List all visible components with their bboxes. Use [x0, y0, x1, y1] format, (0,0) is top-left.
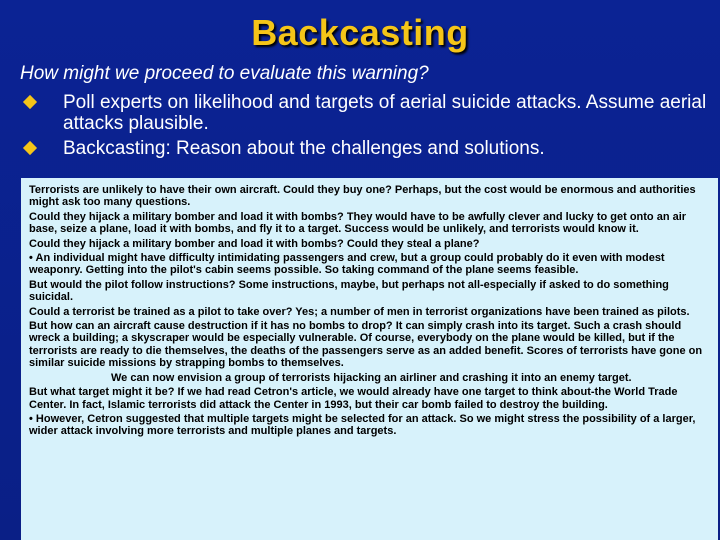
panel-paragraph: • An individual might have difficulty intimidating passengers and crew, but a group could probably do it even with modest weaponry. Getting into the pilot's cabin seems possible. So taking command of the plane seems feasible.	[29, 252, 665, 277]
bullet-text: Backcasting: Reason about the challenges and solutions.	[63, 138, 545, 159]
reasoning-text-panel	[21, 178, 718, 540]
panel-paragraph: But how can an aircraft cause destruction if it has no bombs to drop? It can simply crash into its target. Such a crash should wreck a building; a skyscraper would be especially vulnerable. Of course, everybody on the plane would be killed, but if the terrorists are ready to die themselves, the deaths of the passengers serve as an added benefit. Scores of terrorists have gone on similar suicide missions by strapping bombs to themselves.	[29, 320, 703, 370]
diamond-bullet-icon	[23, 95, 37, 109]
panel-paragraph: Could they hijack a military bomber and load it with bombs? They would have to be awfully clever and lucky to get onto an air base, seize a plane, load it with bombs, and fly it to a target. Success would be unlikely, and terrorists would know it.	[29, 210, 687, 236]
panel-paragraph: But what target might it be? If we had read Cetron's article, we would already have one target to think about-the World Trade Center. In fact, Islamic terrorists did attack the Center in 1993, but their car bomb failed to destroy the building.	[29, 386, 678, 411]
panel-paragraph: We can now envision a group of terrorists hijacking an airliner and crashing it into an enemy target.	[111, 371, 632, 384]
bullet-item-poll-experts	[20, 92, 710, 134]
panel-paragraph: • However, Cetron suggested that multiple targets might be selected for an attack. So we might stress the possibility of a larger, wider attack involving more terrorists and multiple planes and targets.	[29, 412, 696, 438]
panel-paragraph: But would the pilot follow instructions? Some instructions, maybe, but perhaps not all-especially if asked to do something suicidal.	[29, 278, 669, 304]
bullet-item-backcasting	[20, 138, 710, 159]
diamond-bullet-icon	[23, 141, 37, 155]
panel-paragraph: Could they hijack a military bomber and load it with bombs? Could they steal a plane?	[29, 237, 480, 250]
bullet-list	[20, 92, 710, 163]
slide-question: How might we proceed to evaluate this warning?	[20, 63, 429, 84]
panel-paragraph: Terrorists are unlikely to have their own aircraft. Could they buy one? Perhaps, but the cost would be enormous and authorities might ask too many questions.	[29, 184, 696, 209]
panel-paragraph: Could a terrorist be trained as a pilot to take over? Yes; a number of men in terrorist organizations have been trained as pilots.	[29, 305, 690, 318]
slide-title: Backcasting	[251, 12, 469, 53]
bullet-text: Poll experts on likelihood and targets of aerial suicide attacks. Assume aerial attacks plausible.	[63, 92, 707, 134]
